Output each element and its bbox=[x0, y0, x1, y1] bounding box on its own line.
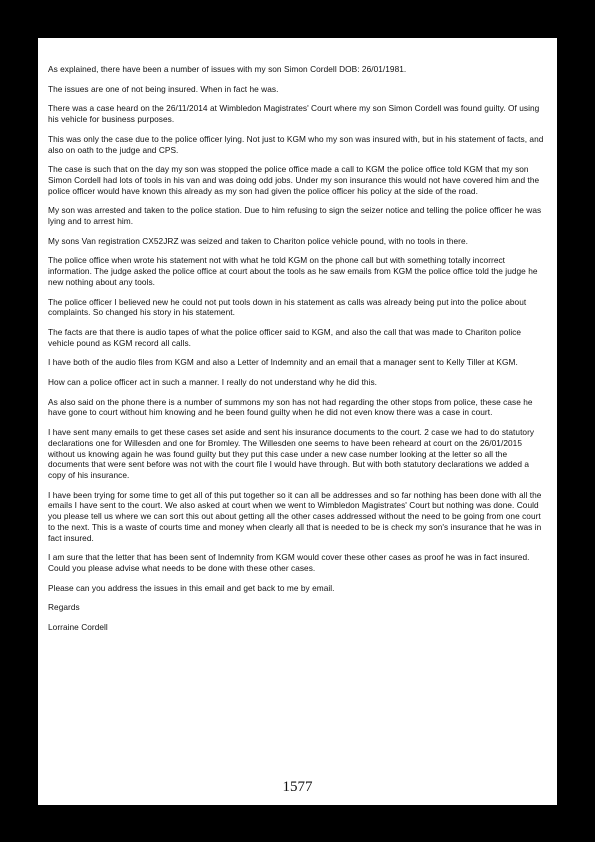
paragraph-arrest: My son was arrested and taken to the police station. Due to him refusing to sign the seizer notice and telling the police officer he was lying and to arrest him. bbox=[48, 205, 542, 227]
page-number: 1577 bbox=[282, 779, 313, 795]
paragraph-request: Please can you address the issues in this email and get back to me by email. bbox=[48, 582, 335, 593]
paragraph-officer-lying: This was only the case due to the police officer lying. Not just to KGM who my son was insured with, but in his statement of facts, and also on oath to the judge and CPS. bbox=[48, 133, 544, 155]
letter-body bbox=[48, 64, 549, 633]
paragraph-emails-to-court: I have been trying for some time to get all of this put together so it can all be addresses and so far nothing has been done with all the emails I have sent to the court. We also asked at court when we went to Wimbledon Magistrates' Court but nothing was done. Could you please tell us where we can sort this out about getting all the other cases addressed without the need to be going from one court to the next. This is a waste of courts time and money when clearly all that is needed to be is check my son's insurance that he was in fact insured. bbox=[48, 489, 542, 543]
paragraph-insurance-issue: The issues are one of not being insured. When in fact he was. bbox=[48, 83, 279, 94]
paragraph-van-seized: My sons Van registration CX52JRZ was seized and taken to Chariton police vehicle pound, with no tools in there. bbox=[48, 235, 468, 246]
paragraph-audio-files: I have both of the audio files from KGM and also a Letter of Indemnity and an email that a manager sent to Kelly Tiller at KGM. bbox=[48, 357, 518, 368]
paragraph-intro: As explained, there have been a number of issues with my son Simon Cordell DOB: 26/01/1981. bbox=[48, 64, 407, 74]
paragraph-kgm-call: The case is such that on the day my son was stopped the police office made a call to KGM the police office told KGM that my son Simon Cordell had lots of tools in his van and was doing odd jobs. Under my son insurance this would not have covered him and the police officer would have known this already as my son had given the police officer his policy at the side of the road. bbox=[48, 164, 540, 196]
paragraph-summons: As also said on the phone there is a number of summons my son has not had regarding the other stops from police, these case he have gone to court without him knowing and he been found guilty when he did not even know there was a case in court. bbox=[48, 396, 533, 418]
document-page bbox=[38, 38, 557, 805]
paragraph-wimbledon-case: There was a case heard on the 26/11/2014 at Wimbledon Magistrates' Court where my son Simon Cordell was found guilty. Of using his vehicle for business purposes. bbox=[48, 103, 540, 125]
paragraph-statutory-declarations: I have sent many emails to get these cases set aside and sent his insurance documents to the court. 2 case we had to do statutory declarations one for Willesden and one for Bromley. The Willesden one seems to have been reheard at court on the 26/01/2015 without us knowing again he was found guilty but they put this case under a new case number looking at the letter so all the documents that were sent before was not with the court file I would have through. But with both statutory declarations we added a copy of his insurance. bbox=[48, 427, 535, 480]
paragraph-statement: The police office when wrote his statement not with what he told KGM on the phone call but with something totally incorrect information. The judge asked the police office at court about the tools as he saw emails from KGM the police office told the judge he new nothing about any tools. bbox=[48, 255, 538, 287]
paragraph-indemnity: I am sure that the letter that has been sent of Indemnity from KGM would cover these other cases as proof he was in fact insured. Could you please advise what needs to be done with these other cases. bbox=[48, 552, 530, 573]
paragraph-changed-story: The police officer I believed new he could not put tools down in his statement as calls was already being put into the police about complaints. So changed his story in his statement. bbox=[48, 296, 527, 318]
paragraph-audio-tapes: The facts are that there is audio tapes of what the police officer said to KGM, and also the call that was made to Chariton police vehicle pound as KGM record all calls. bbox=[48, 326, 522, 348]
closing-regards: Regards bbox=[48, 602, 80, 613]
paragraph-question: How can a police officer act in such a manner. I really do not understand why he did this. bbox=[48, 377, 378, 388]
signature-name: Lorraine Cordell bbox=[48, 622, 108, 633]
